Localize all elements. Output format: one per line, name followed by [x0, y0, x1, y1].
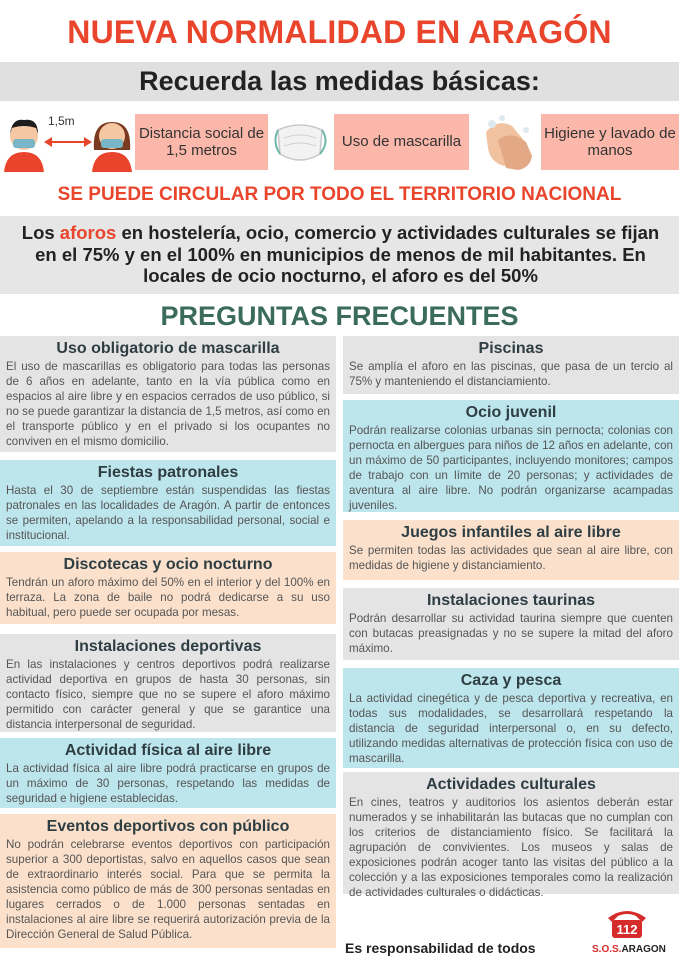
- faq-card-title: Juegos infantiles al aire libre: [401, 524, 621, 541]
- faq-card-title: Fiestas patronales: [97, 464, 239, 481]
- faq-card-discotecas: [0, 552, 336, 624]
- faq-card-body: En las instalaciones y centros deportivos podrá realizarse actividad deportiva en grupos de hasta 30 personas, sin contacto físico, siempre que no se supere el aforo máximo permitido con carácter general y que se garantice una distancia interpersonal de seguridad.: [6, 658, 330, 732]
- faq-card-body: Se permiten todas las actividades que sean al aire libre, con medidas de higiene y distanciamiento.: [349, 544, 673, 573]
- mask-icon: [272, 116, 330, 170]
- faq-card-fiestas: [0, 460, 336, 546]
- distance-label: 1,5m: [48, 114, 75, 128]
- faq-card-body: Hasta el 30 de septiembre están suspendidas las fiestas patronales en las localidades de Aragón. A partir de entonces se permiten, apelando a la responsabilidad personal, social e institucional.: [6, 484, 330, 543]
- faq-card-title: Uso obligatorio de mascarilla: [56, 340, 280, 357]
- aforos-post: en hostelería, ocio, comercio y actividades culturales se fijan en el 75% y en el 100% en municipios de menos de mil habitantes. En locales de ocio nocturno, el aforo es del 50%: [35, 222, 660, 287]
- faq-card-body: La actividad física al aire libre podrá practicarse en grupos de un máximo de 30 personas, respetando las medidas de seguridad e higiene establecidas.: [6, 762, 330, 806]
- faq-card-body: La actividad cinegética y de pesca deportiva y recreativa, en todas sus modalidades, se desarrollará respetando la distancia de seguridad interpersonal o, en su defecto, utilizando medidas alternativas de protección física con uso de mascarilla.: [349, 692, 673, 766]
- faq-card-body: Podrán desarrollar su actividad taurina siempre que cuenten con butacas preasignadas y no se supere la mitad del aforo máximo.: [349, 612, 673, 656]
- faq-card-actividad-fisica: [0, 738, 336, 808]
- subtitle: Recuerda las medidas básicas:: [139, 66, 540, 96]
- aforos-highlight: aforos: [59, 222, 117, 243]
- faq-card-title: Actividad física al aire libre: [64, 742, 272, 759]
- faq-card-body: En cines, teatros y auditorios los asientos deberán estar numerados y se inhabilitarán las butacas que no cumplan con los criterios de distanciamiento físico. Se facilitará la agrupación de convivientes. Los museos y salas de exposiciones podrán acoger tanto las visitas del público a la colección y a las exposiciones temporales como la realización de actividades culturales o didácticas.: [349, 796, 673, 900]
- faq-card-title: Ocio juvenil: [465, 404, 557, 421]
- faq-card-title: Eventos deportivos con público: [46, 818, 290, 835]
- faq-card-title: Actividades culturales: [426, 776, 596, 793]
- faq-card-eventos-deportivos: [0, 814, 336, 948]
- person-female-icon: [92, 122, 132, 172]
- faq-card-body: Tendrán un aforo máximo del 50% en el interior y del 100% en terraza. La zona de baile no podrá dedicarse a su uso habitual, pero puede ser ocupada por mesas.: [6, 576, 330, 620]
- faq-card-body: Podrán realizarse colonias urbanas sin pernocta; colonias con pernocta en albergues para niños de 12 años en adelante, con un máximo de 50 participantes, incluyendo monitores; campos de trabajo con un límite de 20 personas; y actividades de aventura al aire libre. No podrán organizarse acampadas juveniles.: [349, 424, 673, 513]
- footer-slogan: Es responsabilidad de todos: [345, 940, 536, 956]
- faq-card-actividades-culturales: [343, 772, 679, 900]
- faq-card-body: No podrán celebrarse eventos deportivos con participación superior a 300 deportistas, salvo en aquellos casos que sean de extraordinario interés social. Para que se permita la asistencia como público de más de 300 personas sentadas en lugares cerrados o de 1.000 personas sentadas en instalaciones al aire libre se requerirá autorización previa de la Dirección General de Salud Pública.: [6, 838, 330, 942]
- measure-hygiene: Higiene y lavado de manos: [541, 114, 679, 170]
- faq-card-instalaciones-taurinas: [343, 588, 679, 660]
- faq-card-ocio-juvenil: [343, 400, 679, 512]
- faq-card-juegos-infantiles: [343, 520, 679, 580]
- logo-text: [592, 944, 666, 955]
- logo-text-suffix: ARAGON: [621, 944, 666, 955]
- faq-card-instalaciones-deportivas: [0, 634, 336, 732]
- logo-text-prefix: S.O.S.: [592, 944, 622, 955]
- faq-card-mascarilla: [0, 336, 336, 452]
- faq-card-title: Discotecas y ocio nocturno: [63, 556, 273, 573]
- faq-title: PREGUNTAS FRECUENTES: [160, 301, 519, 331]
- aforos-pre: Los: [21, 222, 60, 243]
- page-title: NUEVA NORMALIDAD EN ARAGÓN: [67, 14, 612, 50]
- logo-number: 112: [616, 922, 638, 937]
- person-male-icon: [4, 120, 44, 172]
- faq-card-body: El uso de mascarillas es obligatorio para todas las personas de 6 años en adelante, tanto en la vía pública como en espacios al aire libre y en espacios cerrados de uso público, si no se puede garantizar la distancia de 1,5 metros, así como en el transporte público y en el privado si los ocupantes no conviven en el mismo domicilio.: [6, 360, 330, 449]
- faq-card-title: Piscinas: [478, 340, 544, 357]
- aforos-notice: [18, 222, 663, 287]
- measure-distance: Distancia social de 1,5 metros: [135, 114, 268, 170]
- circulation-notice: SE PUEDE CIRCULAR POR TODO EL TERRITORIO NACIONAL: [57, 184, 622, 205]
- faq-card-title: Caza y pesca: [460, 672, 562, 689]
- phone-112-logo-icon: [604, 904, 650, 940]
- faq-card-title: Instalaciones deportivas: [74, 638, 262, 655]
- faq-card-caza-pesca: [343, 668, 679, 768]
- measure-mask: Uso de mascarilla: [334, 114, 469, 170]
- handwashing-icon: [478, 112, 538, 172]
- double-arrow-icon: [44, 137, 92, 147]
- faq-card-title: Instalaciones taurinas: [426, 592, 596, 609]
- faq-card-piscinas: [343, 336, 679, 394]
- faq-card-body: Se amplía el aforo en las piscinas, que pasa de un tercio al 75% y manteniendo el distanciamiento.: [349, 360, 673, 389]
